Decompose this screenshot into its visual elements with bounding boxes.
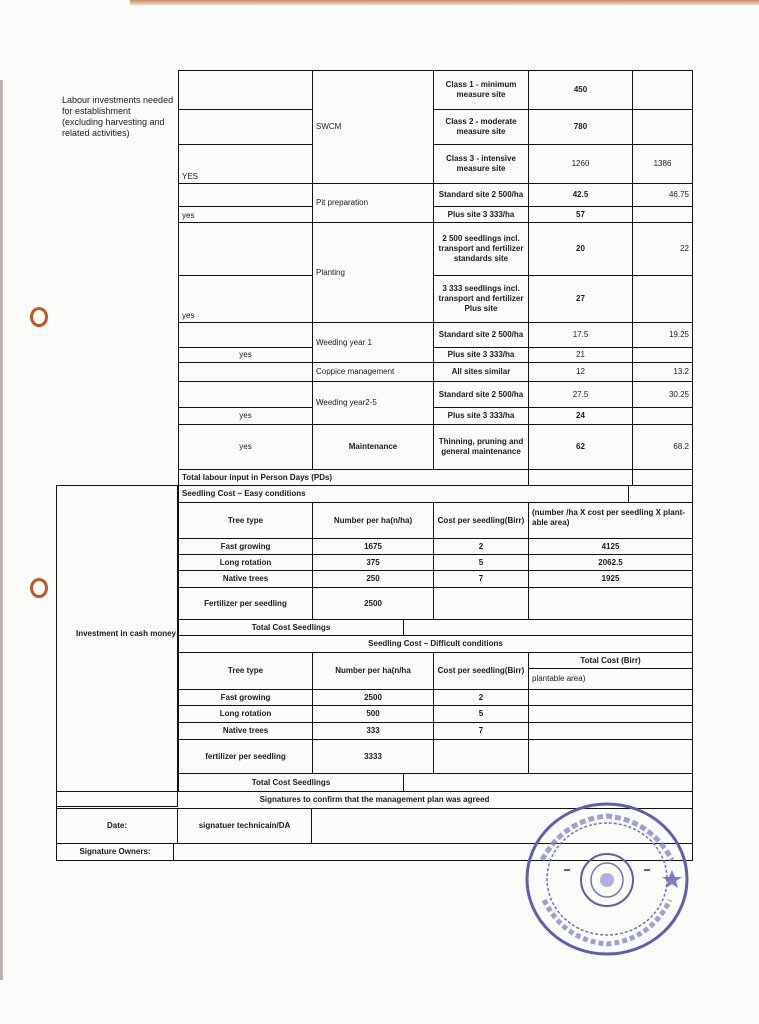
planting-standard-value2: 22 [632,222,693,276]
pit-plus-label: Plus site 3 333/ha [433,206,529,223]
easy-row-type: Native trees [178,570,313,588]
difficult-row-type: Fast growing [178,689,313,706]
class1-value2 [632,70,693,110]
weeding25-plus-label: Plus site 3 333/ha [433,407,529,425]
easy-fertilizer-cost [433,587,529,620]
difficult-row-cost: 2 [433,689,529,706]
weeding1-plus-label: Plus site 3 333/ha [433,347,529,363]
technician-signature-label: signatuer technicain/DA [177,808,312,844]
labour-blank-cell [178,322,313,348]
difficult-header-total: Total Cost (Birr) [528,652,693,669]
difficult-row-cost: 7 [433,722,529,740]
pit-preparation-label: Pit preparation [312,183,434,223]
easy-fertilizer-total [528,587,693,620]
difficult-header-total-sub: plantable area) [528,668,693,690]
yes-cell: yes [178,206,313,223]
easy-header-total: (number /ha X cost per seedling X plant-able area) [528,502,693,539]
easy-header-cost: Cost per seedling(Birr) [433,502,529,539]
difficult-total-label: Total Cost Seedlings [178,773,404,792]
class2-value2 [632,109,693,145]
easy-row-number: 250 [312,570,434,588]
difficult-row-total [528,705,693,723]
easy-row-type: Fast growing [178,538,313,555]
punch-hole-icon [30,307,48,327]
pit-standard-value2: 46.75 [632,183,693,207]
easy-row-type: Long rotation [178,554,313,571]
easy-row-total: 2062.5 [528,554,693,571]
difficult-row-type: Native trees [178,722,313,740]
coppice-label: Coppice management [312,362,434,382]
weeding25-plus-value2 [632,407,693,425]
investment-label-cell [56,485,178,807]
planting-standard-value: 20 [528,222,633,276]
weeding25-standard-value2: 30.25 [632,381,693,408]
difficult-fertilizer-cost [433,739,529,774]
easy-row-total: 4125 [528,538,693,555]
difficult-header-cost: Cost per seedling(Birr) [433,652,529,690]
maintenance-label: Maintenance [312,424,434,470]
punch-hole-icon [30,578,48,598]
difficult-row-number: 2500 [312,689,434,706]
class2-label: Class 2 - moderate measure site [433,109,529,145]
easy-row-number: 375 [312,554,434,571]
easy-header-number: Number per ha(n/ha) [312,502,434,539]
weeding25-standard-value: 27.5 [528,381,633,408]
labour-blank-cell [178,70,313,110]
easy-title: Seedling Cost – Easy conditions [178,485,629,503]
planting-standard-label: 2 500 seedlings incl. transport and fertilizer standards site [433,222,529,276]
easy-row-cost: 5 [433,554,529,571]
class3-value: 1260 [528,144,633,184]
weeding1-plus-value2 [632,347,693,363]
pit-standard-value: 42.5 [528,183,633,207]
easy-row-total: 1925 [528,570,693,588]
difficult-fertilizer-label: fertilizer per seedling [178,739,313,774]
total-labour-value [528,469,633,486]
pit-standard-label: Standard site 2 500/ha [433,183,529,207]
class1-label: Class 1 - minimum measure site [433,70,529,110]
easy-title-blank [628,485,693,503]
difficult-header-number: Number per ha(n/ha [312,652,434,690]
maintenance-value2: 68.2 [632,424,693,470]
planting-plus-value: 27 [528,275,633,323]
labour-blank-cell [178,183,313,207]
difficult-header-tree: Tree type [178,652,313,690]
labour-side-label: Labour investments needed for establishment (excluding harvesting and related activities) [62,95,174,138]
coppice-all-label: All sites similar [433,362,529,382]
weeding-year1-label: Weeding year 1 [312,322,434,363]
difficult-row-cost: 5 [433,705,529,723]
official-seal-icon [524,800,690,958]
page-top-edge [130,0,759,5]
difficult-row-total [528,722,693,740]
difficult-row-total [528,689,693,706]
investment-label: Investment in cash money [75,629,176,638]
planting-plus-value2 [632,275,693,323]
pit-plus-value: 57 [528,206,633,223]
maintenance-desc: Thinning, pruning and general maintenance [433,424,529,470]
difficult-title: Seedling Cost – Difficult conditions [178,635,693,653]
weeding1-standard-value: 17.5 [528,322,633,348]
difficult-total-value [403,773,693,792]
weeding1-plus-value: 21 [528,347,633,363]
easy-fertilizer-label: Fertilizer per seedling [178,587,313,620]
owners-signature-label: Signature Owners: [56,843,174,861]
easy-row-cost: 2 [433,538,529,555]
difficult-row-number: 500 [312,705,434,723]
easy-total-label: Total Cost Seedlings [178,619,404,636]
weeding1-standard-value2: 19.25 [632,322,693,348]
coppice-value: 12 [528,362,633,382]
maintenance-value: 62 [528,424,633,470]
weeding25-plus-value: 24 [528,407,633,425]
easy-row-number: 1675 [312,538,434,555]
easy-row-cost: 7 [433,570,529,588]
weeding25-standard-label: Standard site 2 500/ha [433,381,529,408]
total-labour-label: Total labour input in Person Days (PDs) [178,469,529,486]
difficult-fertilizer-number: 3333 [312,739,434,774]
yes-cell: yes [178,275,313,323]
difficult-fertilizer-total [528,739,693,774]
weeding-year2-5-label: Weeding year2-5 [312,381,434,425]
yes-cell: YES [178,144,313,184]
easy-fertilizer-number: 2500 [312,587,434,620]
easy-header-tree: Tree type [178,502,313,539]
labour-blank-cell [178,362,313,382]
planting-label: Planting [312,222,434,323]
yes-cell: yes [178,407,313,425]
easy-total-value [403,619,693,636]
signatures-title: Signatures to confirm that the management plan was agreed [56,791,693,809]
planting-plus-label: 3 333 seedlings incl. transport and fertilizer Plus site [433,275,529,323]
class2-value: 780 [528,109,633,145]
yes-cell: yes [178,424,313,470]
labour-blank-cell [178,381,313,408]
difficult-row-number: 333 [312,722,434,740]
coppice-value2: 13.2 [632,362,693,382]
class3-value2: 1386 [632,144,693,184]
difficult-row-type: Long rotation [178,705,313,723]
labour-blank-cell [178,222,313,276]
total-labour-value2 [632,469,693,486]
swcm-label: SWCM [312,70,434,184]
date-label: Date: [56,808,178,844]
weeding1-standard-label: Standard site 2 500/ha [433,322,529,348]
pit-plus-value2 [632,206,693,223]
page-left-edge [0,80,3,980]
labour-blank-cell [178,109,313,145]
class3-label: Class 3 - intensive measure site [433,144,529,184]
yes-cell: yes [178,347,313,363]
class1-value: 450 [528,70,633,110]
